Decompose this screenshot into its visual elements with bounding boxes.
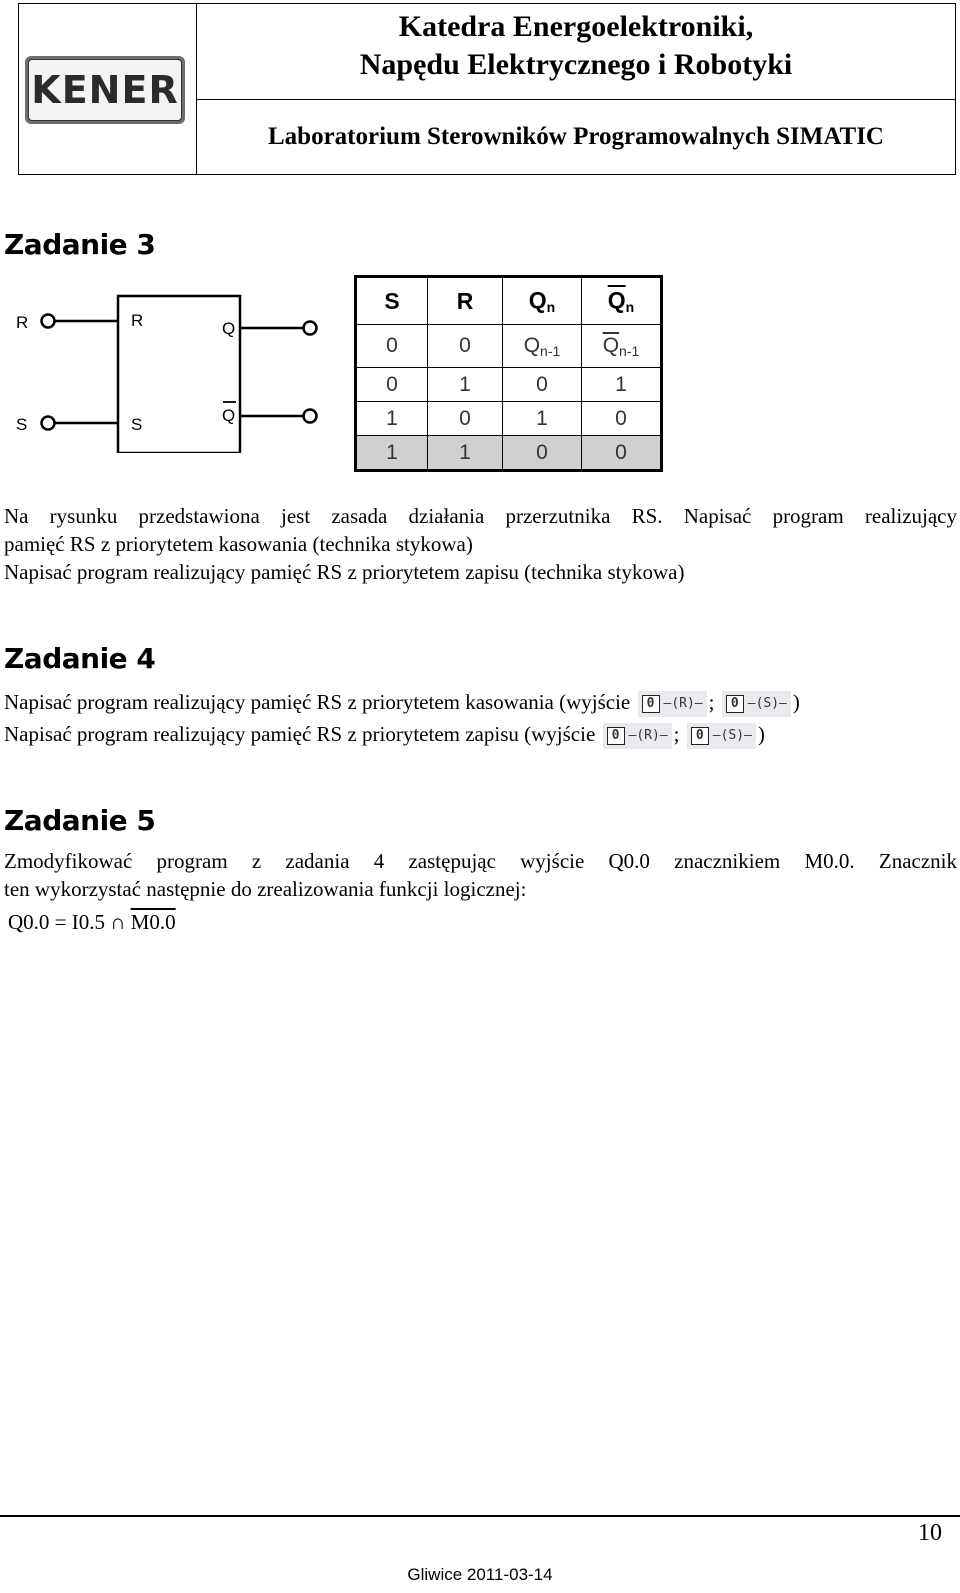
formula-lhs: Q0.0 — [8, 910, 50, 934]
task4-line-1-text: Napisać program realizujący pamięć RS z priorytetem kasowania (wyjście — [4, 690, 631, 714]
formula-equals: = — [54, 910, 67, 934]
logic-formula — [8, 910, 176, 935]
cell: 0 — [356, 325, 428, 368]
set-coil-icon: 0 –(S)– — [687, 723, 756, 749]
cell: 1 — [582, 368, 662, 402]
box-s-label: S — [131, 415, 143, 434]
footer-rule — [0, 1515, 960, 1517]
task4-line-2-text: Napisać program realizujący pamięć RS z priorytetem zapisu (wyjście — [4, 722, 596, 746]
cell: 0 — [428, 402, 503, 436]
cell: $Q_{n-1}$ — [503, 325, 582, 368]
task4-line-2: Napisać program realizujący pamięć RS z priorytetem zapisu (wyjście 0 –(R)– ; 0 –(S)– ) — [4, 720, 765, 749]
table-row — [356, 436, 662, 471]
formula-operand-a: I0.5 — [71, 910, 106, 934]
kener-logo-text: KENER — [28, 59, 182, 121]
cell: 0 — [356, 368, 428, 402]
input-s-label: S — [16, 415, 28, 434]
truth-table — [354, 275, 663, 472]
cell: 1 — [356, 436, 428, 471]
table-row — [356, 325, 662, 368]
formula-operator: ∩ — [110, 910, 126, 934]
reset-coil-icon: 0 –(R)– — [603, 723, 672, 749]
col-r: R — [428, 277, 503, 325]
truth-table-header — [356, 277, 662, 325]
cell: 0 — [503, 368, 582, 402]
page-number: 10 — [918, 1520, 942, 1546]
task5-line-2: ten wykorzystać następnie do zrealizowania funkcji logicznej: — [4, 877, 527, 901]
department-line-1: Katedra Energoelektroniki, — [398, 10, 754, 43]
task3-text-line-3: Napisać program realizujący pamięć RS z priorytetem zapisu (technika stykowa) — [4, 560, 685, 584]
cell: 1 — [428, 436, 503, 471]
task5-line-1: Zmodyfikować program z zadania 4 zastępując wyjście Q0.0 znacznikiem M0.0. Znacznik — [4, 849, 957, 873]
task3-heading: Zadanie 3 — [4, 228, 156, 261]
department-name — [197, 4, 955, 100]
rs-flipflop-diagram — [10, 288, 330, 453]
cell: 1 — [503, 402, 582, 436]
output-qbar-label: Q — [222, 406, 236, 425]
cell: 0 — [503, 436, 582, 471]
input-r-label: R — [16, 313, 29, 332]
task4-heading: Zadanie 4 — [4, 642, 156, 675]
cell: 0 — [582, 402, 662, 436]
formula-operand-b-negated: M0.0 — [130, 910, 176, 934]
kener-logo — [25, 56, 185, 124]
logo-cell — [19, 4, 197, 174]
page-header — [18, 3, 956, 175]
set-coil-icon: 0 –(S)– — [722, 691, 791, 717]
cell: 1 — [356, 402, 428, 436]
reset-coil-icon: 0 –(R)– — [638, 691, 707, 717]
cell: $\overline{Q}_{n-1}$ — [582, 325, 662, 368]
cell: 0 — [582, 436, 662, 471]
col-qn: $Q_n$ — [503, 277, 582, 325]
lab-title: Laboratorium Sterowników Programowalnych SIMATIC — [268, 123, 884, 150]
output-q-label: Q — [222, 319, 236, 338]
cell: 1 — [428, 368, 503, 402]
task3-text-line-1: Na rysunku przedstawiona jest zasada działania przerzutnika RS. Napisać program realizujący — [4, 504, 957, 528]
task3-text-line-2: pamięć RS z priorytetem kasowania (technika stykowa) — [4, 532, 473, 556]
table-row — [356, 368, 662, 402]
box-r-label: R — [131, 311, 144, 330]
department-line-2: Napędu Elektrycznego i Robotyki — [359, 48, 793, 81]
cell: 0 — [428, 325, 503, 368]
table-row — [356, 402, 662, 436]
col-qn-bar: $\overline{Q}_n$ — [582, 277, 662, 325]
task4-line-1: Napisać program realizujący pamięć RS z priorytetem kasowania (wyjście 0 –(R)– ; 0 –(S)– ) — [4, 688, 800, 717]
task5-heading: Zadanie 5 — [4, 804, 156, 837]
footer-place-date: Gliwice 2011-03-14 — [407, 1565, 553, 1584]
col-s: S — [356, 277, 428, 325]
